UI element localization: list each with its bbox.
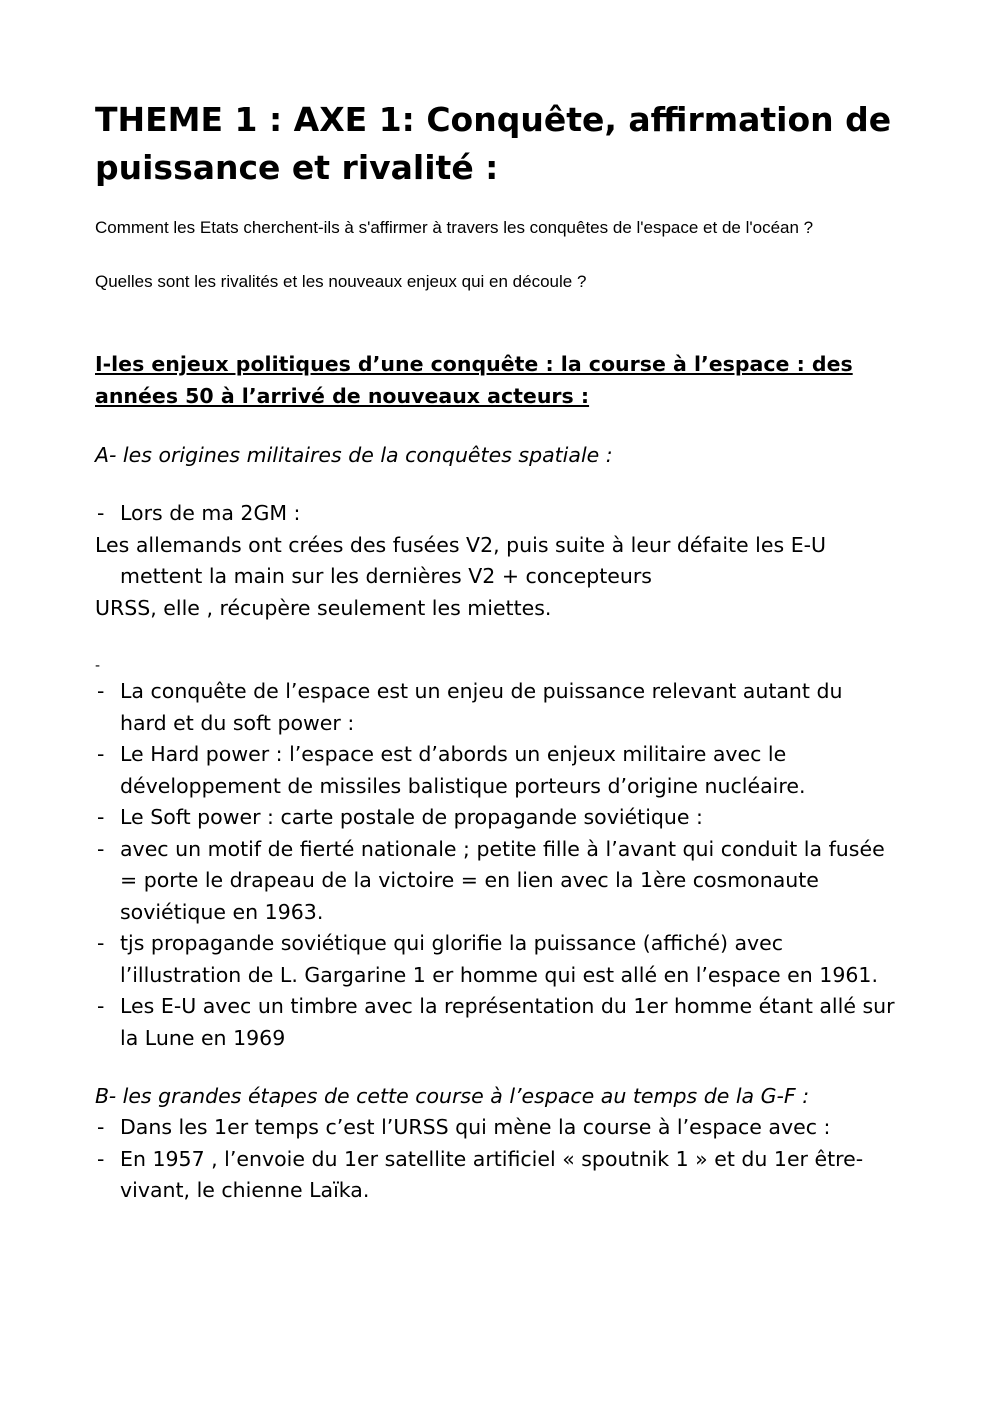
- list-item: - Les E-U avec un timbre avec la représentation du 1er homme étant allé sur la Lune en 1969: [95, 991, 895, 1054]
- bullet-list: [95, 676, 895, 1054]
- subsection-a-intro: [95, 498, 895, 624]
- subsection-a-title: A- les origines militaires de la conquêtes spatiale :: [95, 443, 613, 467]
- bullet-list: [95, 498, 895, 530]
- list-item: - avec un motif de fierté nationale ; petite fille à l’avant qui conduit la fusée = porte le drapeau de la victoire = en lien avec la 1ère cosmonaute soviétique en 1963.: [95, 834, 895, 929]
- bullet-list: [95, 1112, 895, 1207]
- section-1-title: I-les enjeux politiques d’une conquête : la course à l’espace : des années 50 à l’arrivé de nouveaux acteurs :: [95, 352, 853, 408]
- paragraph: URSS, elle , récupère seulement les miettes.: [95, 595, 552, 620]
- subsection-b-title: B- les grandes étapes de cette course à l’espace au temps de la G-F :: [95, 1084, 810, 1108]
- list-item: - Lors de ma 2GM :: [95, 498, 895, 530]
- list-item: - Dans les 1er temps c’est l’URSS qui mène la course à l’espace avec :: [95, 1112, 895, 1144]
- intro-question-2: Quelles sont les rivalités et les nouveaux enjeux qui en découle ?: [95, 272, 587, 291]
- paragraph: Les allemands ont crées des fusées V2, puis suite à leur défaite les E-U mettent la main sur les dernières V2 + concepteurs: [95, 532, 827, 588]
- list-item: - La conquête de l’espace est un enjeu de puissance relevant autant du hard et du soft power :: [95, 676, 895, 739]
- document-page: [95, 96, 895, 1207]
- list-item: - En 1957 , l’envoie du 1er satellite artificiel « spoutnik 1 » et du 1er être- vivant, le chienne Laïka.: [95, 1144, 895, 1207]
- page-title: THEME 1 : AXE 1: Conquête, affirmation de puissance et rivalité :: [95, 100, 892, 187]
- list-item: - Le Hard power : l’espace est d’abords un enjeux militaire avec le développement de missiles balistique porteurs d’origine nucléaire.: [95, 739, 895, 802]
- list-item: - Le Soft power : carte postale de propagande soviétique :: [95, 802, 895, 834]
- intro-question-1: Comment les Etats cherchent-ils à s'affirmer à travers les conquêtes de l'espace et de l'océan ?: [95, 218, 814, 237]
- list-item: - tjs propagande soviétique qui glorifie la puissance (affiché) avec l’illustration de L. Gargarine 1 er homme qui est allé en l’espace en 1961.: [95, 928, 895, 991]
- lone-dash: -: [95, 658, 101, 674]
